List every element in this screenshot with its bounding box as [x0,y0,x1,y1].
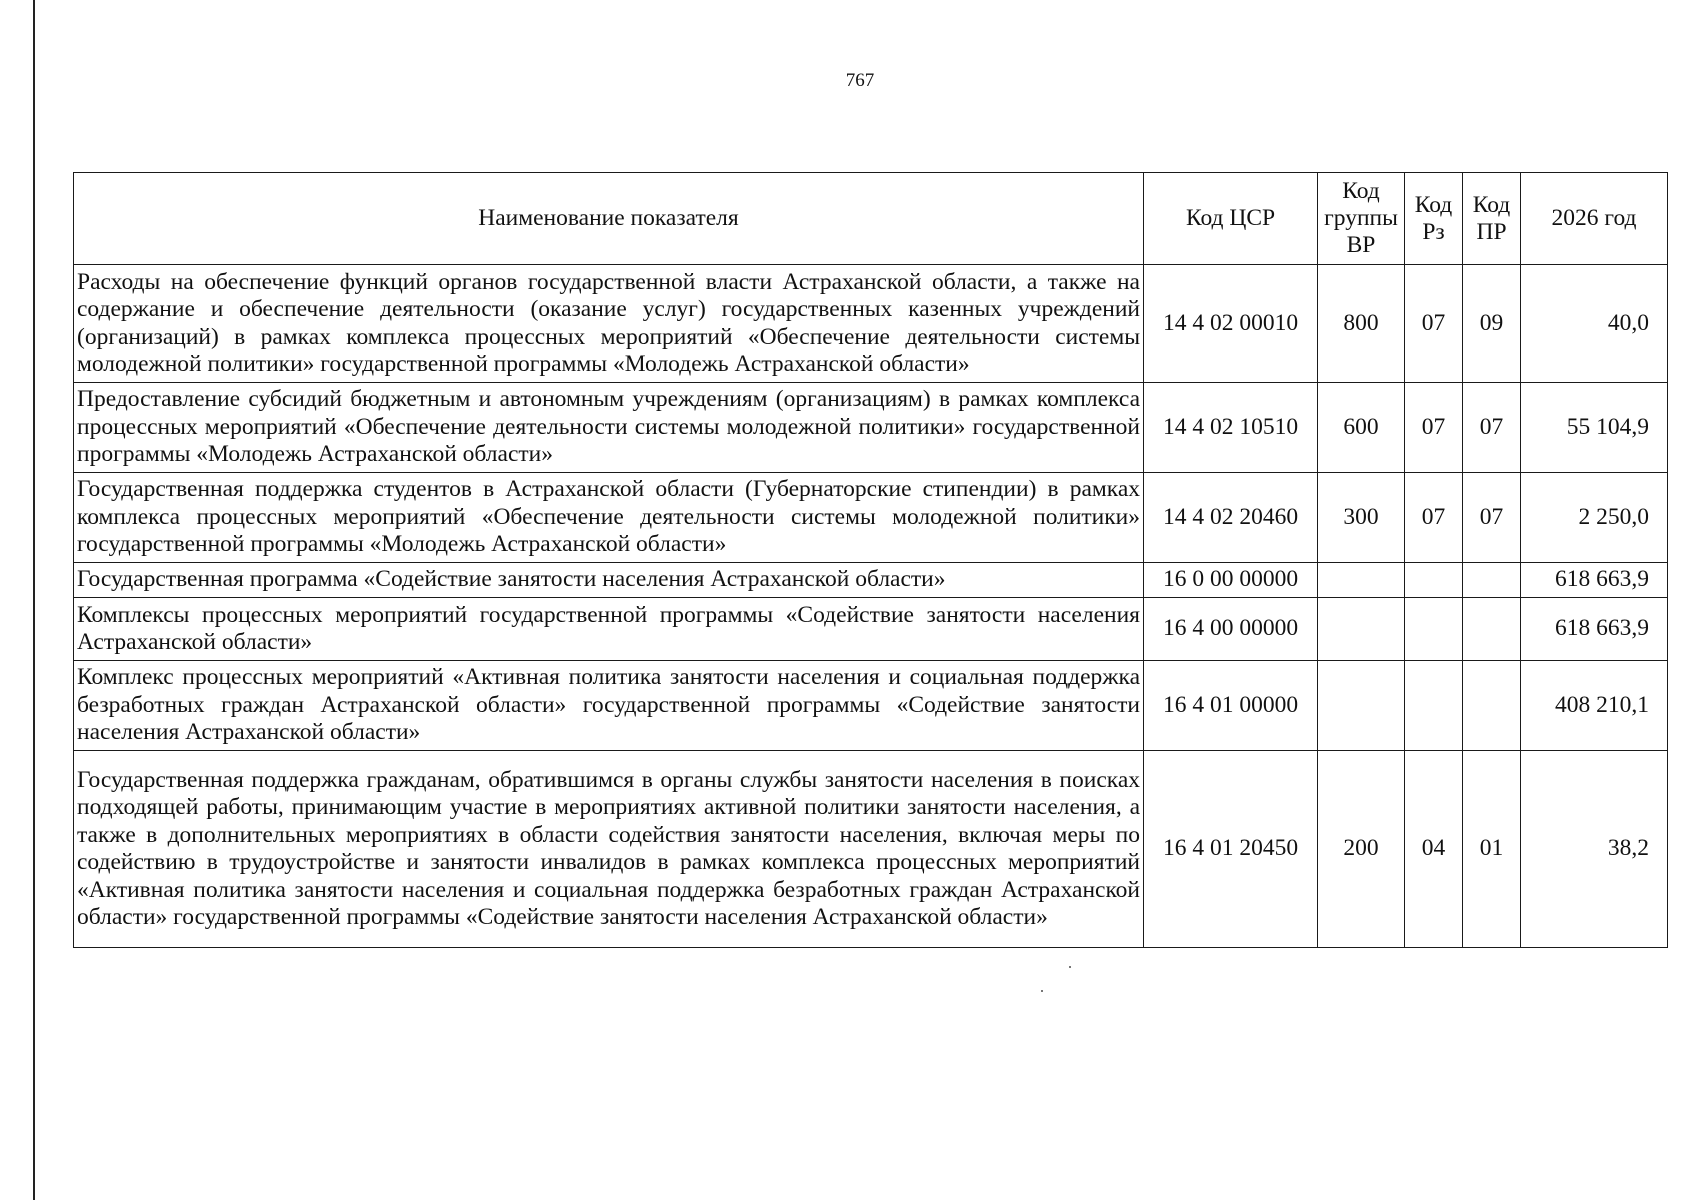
row-pr [1463,661,1521,751]
row-rz: 07 [1405,473,1463,563]
row-rz: 07 [1405,265,1463,383]
scan-speck [1069,966,1071,968]
table-row [74,383,1668,473]
row-csr: 16 4 01 00000 [1144,661,1318,751]
header-vr: Код группы ВР [1318,173,1405,265]
row-csr: 14 4 02 10510 [1144,383,1318,473]
row-pr: 07 [1463,383,1521,473]
row-name: Предоставление субсидий бюджетным и автономным учреждениям (организациям) в рамках комплекса процессных мероприятий «Обеспечение деятельности системы молодежной политики» государственной программы «Молодежь Астраханской области» [74,383,1144,473]
row-amount: 408 210,1 [1521,661,1668,751]
table-row [74,563,1668,598]
row-csr: 16 0 00 00000 [1144,563,1318,598]
row-vr [1318,563,1405,598]
row-csr: 16 4 00 00000 [1144,598,1318,661]
row-csr: 14 4 02 00010 [1144,265,1318,383]
table-row [74,751,1668,948]
page-number: 767 [845,70,875,91]
row-pr: 09 [1463,265,1521,383]
budget-table [73,172,1668,948]
row-name: Комплексы процессных мероприятий государственной программы «Содействие занятости населения Астраханской области» [74,598,1144,661]
row-vr: 800 [1318,265,1405,383]
row-amount: 40,0 [1521,265,1668,383]
row-pr [1463,563,1521,598]
header-pr: Код ПР [1463,173,1521,265]
row-name: Комплекс процессных мероприятий «Активная политика занятости населения и социальная поддержка безработных граждан Астраханской области» государственной программы «Содействие занятости населения Астраханской области» [74,661,1144,751]
table-row [74,265,1668,383]
row-rz [1405,563,1463,598]
row-vr [1318,661,1405,751]
row-amount: 55 104,9 [1521,383,1668,473]
row-pr: 07 [1463,473,1521,563]
row-pr: 01 [1463,751,1521,948]
row-name: Расходы на обеспечение функций органов государственной власти Астраханской области, а также на содержание и обеспечение деятельности (оказание услуг) государственных казенных учреждений (организаций) в рамках комплекса процессных мероприятий «Обеспечение деятельности системы молодежной политики» государственной программы «Молодежь Астраханской области» [74,265,1144,383]
header-year: 2026 год [1521,173,1668,265]
row-csr: 16 4 01 20450 [1144,751,1318,948]
header-rz: Код Рз [1405,173,1463,265]
header-csr: Код ЦСР [1144,173,1318,265]
row-rz: 07 [1405,383,1463,473]
row-rz [1405,661,1463,751]
row-vr: 600 [1318,383,1405,473]
row-csr: 14 4 02 20460 [1144,473,1318,563]
row-amount: 618 663,9 [1521,563,1668,598]
table-row [74,473,1668,563]
table-row [74,598,1668,661]
row-name: Государственная программа «Содействие занятости населения Астраханской области» [74,563,1144,598]
header-row [74,173,1668,265]
row-amount: 618 663,9 [1521,598,1668,661]
row-name: Государственная поддержка студентов в Астраханской области (Губернаторские стипендии) в рамках комплекса процессных мероприятий «Обеспечение деятельности системы молодежной политики» государственной программы «Молодежь Астраханской области» [74,473,1144,563]
row-amount: 2 250,0 [1521,473,1668,563]
row-rz [1405,598,1463,661]
row-vr: 300 [1318,473,1405,563]
row-amount: 38,2 [1521,751,1668,948]
header-name: Наименование показателя [74,173,1144,265]
row-pr [1463,598,1521,661]
table-row [74,661,1668,751]
row-vr [1318,598,1405,661]
scan-margin-line [33,0,35,1200]
scan-speck [1041,990,1043,992]
row-rz: 04 [1405,751,1463,948]
row-name: Государственная поддержка гражданам, обратившимся в органы службы занятости населения в поисках подходящей работы, принимающим участие в мероприятиях активной политики занятости населения, а также в дополнительных мероприятиях в области содействия занятости населения, включая меры по содействию в трудоустройстве и занятости инвалидов в рамках комплекса процессных мероприятий «Активная политика занятости населения и социальная поддержка безработных граждан Астраханской области» государственной программы «Содействие занятости населения Астраханской области» [74,751,1144,948]
row-vr: 200 [1318,751,1405,948]
